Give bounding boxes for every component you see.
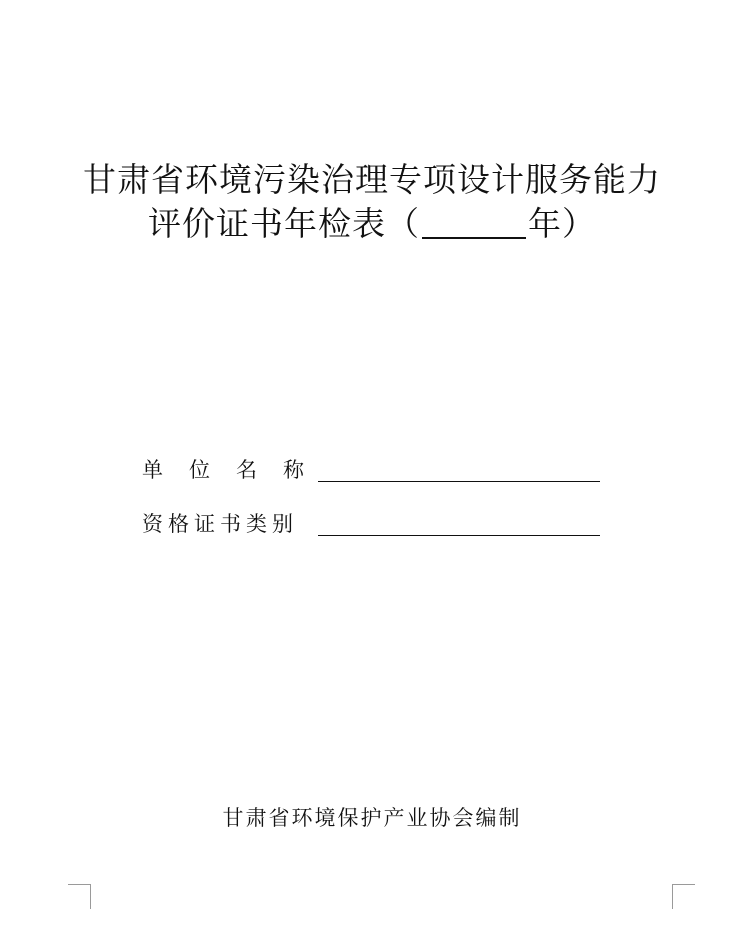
year-blank-field[interactable] — [422, 207, 526, 239]
document-title-line-1: 甘肃省环境污染治理专项设计服务能力 — [83, 160, 661, 199]
unit-name-label: 单位名称 — [142, 458, 330, 482]
certificate-type-row — [142, 508, 600, 538]
title-line-2-suffix: 年） — [528, 204, 596, 243]
unit-name-field[interactable] — [318, 455, 600, 482]
certificate-type-label: 资格证书类别 — [142, 512, 298, 536]
compiler-organization: 甘肃省环境保护产业协会编制 — [222, 806, 522, 830]
document-title-line-2 — [0, 198, 744, 245]
page-corner-mark-left — [68, 884, 91, 909]
page-corner-mark-right — [672, 884, 695, 909]
unit-name-row — [142, 454, 600, 484]
title-line-2-prefix: 评价证书年检表（ — [148, 204, 420, 243]
certificate-type-field[interactable] — [318, 509, 600, 536]
